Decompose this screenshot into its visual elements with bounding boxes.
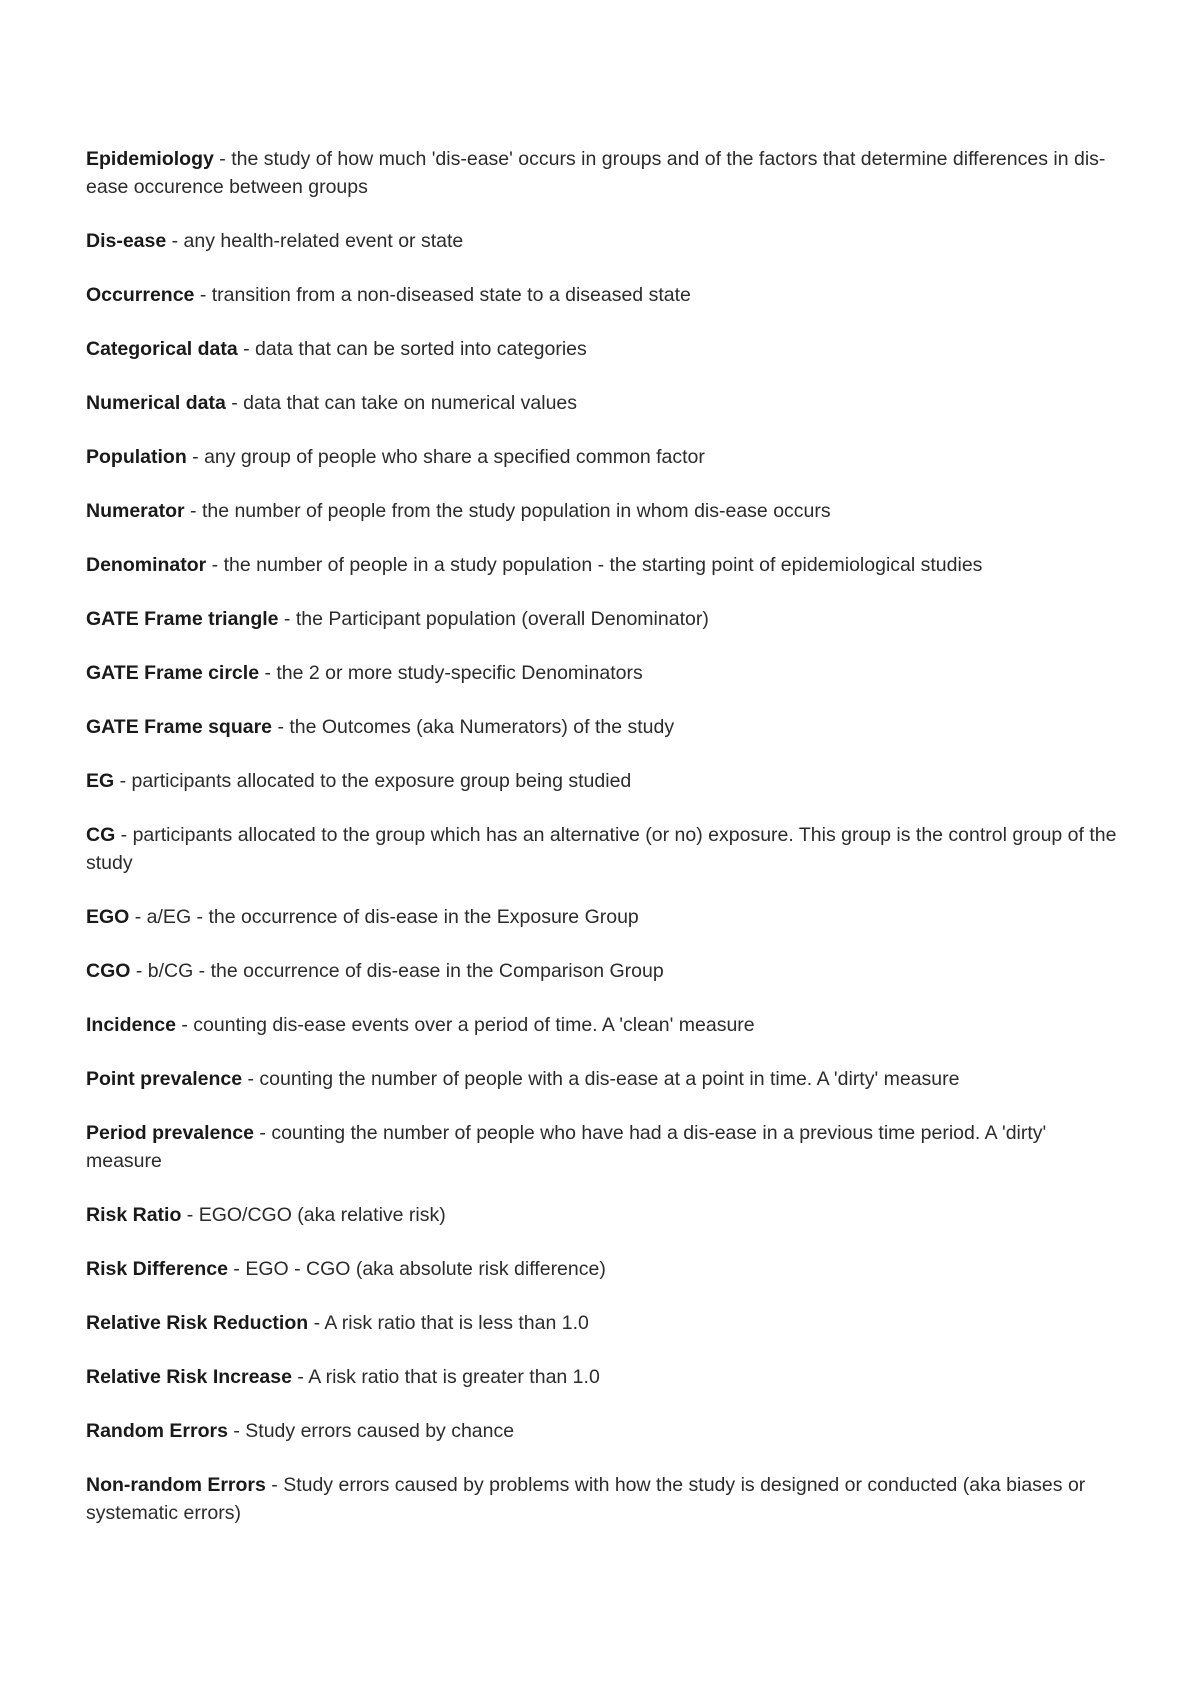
glossary-term: Population: [86, 446, 187, 468]
glossary-definition: - transition from a non-diseased state to a diseased state: [194, 284, 691, 306]
glossary-definition: - counting the number of people who have had a dis-ease in a previous time period. A 'dirty' measure: [86, 1122, 1047, 1172]
glossary-term: Risk Difference: [86, 1258, 228, 1280]
glossary-entry-population: [86, 443, 1120, 471]
glossary-entry-denominator: [86, 551, 1120, 579]
glossary-term: Occurrence: [86, 284, 195, 306]
glossary-entry-random-errors: [86, 1417, 1120, 1445]
glossary-entry-relative-risk-reduction: [86, 1309, 1120, 1337]
glossary-definition: - the Participant population (overall Denominator): [278, 608, 709, 630]
glossary-term: Non-random Errors: [86, 1474, 266, 1496]
glossary-entry-incidence: [86, 1011, 1120, 1039]
glossary-definition: - the number of people in a study population - the starting point of epidemiological studies: [206, 554, 983, 576]
glossary-entry-gate-frame-square: [86, 713, 1120, 741]
glossary-term: GATE Frame circle: [86, 662, 260, 684]
glossary-definition: - a/EG - the occurrence of dis-ease in the Exposure Group: [129, 906, 639, 928]
glossary-entry-gate-frame-triangle: [86, 605, 1120, 633]
glossary-entry-eg: [86, 767, 1120, 795]
glossary-entry-numerator: [86, 497, 1120, 525]
glossary-entry-cg: [86, 821, 1120, 877]
glossary-entry-occurrence: [86, 281, 1120, 309]
glossary-term: Categorical data: [86, 338, 238, 360]
glossary-entry-period-prevalence: [86, 1119, 1120, 1175]
glossary-definition: - the 2 or more study-specific Denominators: [259, 662, 643, 684]
glossary-entry-point-prevalence: [86, 1065, 1120, 1093]
glossary-term: Point prevalence: [86, 1068, 243, 1090]
glossary-definition: - Study errors caused by problems with how the study is designed or conducted (aka biases or systematic errors): [86, 1474, 1086, 1524]
glossary-entry-epidemiology: [86, 145, 1120, 201]
glossary-term: CG: [86, 824, 116, 846]
glossary-definition: - b/CG - the occurrence of dis-ease in the Comparison Group: [130, 960, 664, 982]
glossary-entry-risk-ratio: [86, 1201, 1120, 1229]
glossary-definition: - EGO - CGO (aka absolute risk difference): [227, 1258, 606, 1280]
glossary-definition: - any group of people who share a specified common factor: [186, 446, 705, 468]
glossary-term: Epidemiology: [86, 148, 214, 170]
glossary-term: Dis-ease: [86, 230, 167, 252]
glossary-entry-dis-ease: [86, 227, 1120, 255]
glossary-definition: - the Outcomes (aka Numerators) of the study: [272, 716, 675, 738]
glossary-term: GATE Frame square: [86, 716, 273, 738]
glossary-definition: - EGO/CGO (aka relative risk): [181, 1204, 446, 1226]
glossary-term: GATE Frame triangle: [86, 608, 279, 630]
glossary-term: Numerator: [86, 500, 185, 522]
glossary-entry-gate-frame-circle: [86, 659, 1120, 687]
glossary-definition: - counting dis-ease events over a period of time. A 'clean' measure: [175, 1014, 755, 1036]
glossary-definition: - A risk ratio that is greater than 1.0: [291, 1366, 600, 1388]
glossary-term: Incidence: [86, 1014, 176, 1036]
glossary-definition: - participants allocated to the group which has an alternative (or no) exposure. This group is the control group of the study: [86, 824, 1117, 874]
glossary-term: EG: [86, 770, 115, 792]
glossary-entry-non-random-errors: [86, 1471, 1120, 1527]
glossary-term: Period prevalence: [86, 1122, 254, 1144]
glossary-term: Relative Risk Increase: [86, 1366, 292, 1388]
glossary-term: Numerical data: [86, 392, 226, 414]
glossary-definition: - Study errors caused by chance: [227, 1420, 515, 1442]
glossary-definition: - the study of how much 'dis-ease' occurs in groups and of the factors that determine differences in dis-ease occurence between groups: [86, 148, 1106, 198]
glossary-entry-categorical-data: [86, 335, 1120, 363]
glossary-definition: - A risk ratio that is less than 1.0: [308, 1312, 589, 1334]
glossary-entry-risk-difference: [86, 1255, 1120, 1283]
glossary-entry-ego: [86, 903, 1120, 931]
glossary-term: EGO: [86, 906, 130, 928]
glossary-term: Risk Ratio: [86, 1204, 182, 1226]
glossary-definition: - data that can be sorted into categories: [237, 338, 587, 360]
glossary-term: Random Errors: [86, 1420, 228, 1442]
glossary-term: CGO: [86, 960, 131, 982]
glossary-term: Relative Risk Reduction: [86, 1312, 309, 1334]
glossary-definition: - any health-related event or state: [166, 230, 464, 252]
glossary-definition: - the number of people from the study population in whom dis-ease occurs: [184, 500, 831, 522]
glossary-entry-numerical-data: [86, 389, 1120, 417]
glossary-definition: - counting the number of people with a dis-ease at a point in time. A 'dirty' measure: [242, 1068, 960, 1090]
glossary-definition: - participants allocated to the exposure group being studied: [114, 770, 632, 792]
glossary-entry-cgo: [86, 957, 1120, 985]
glossary-entry-relative-risk-increase: [86, 1363, 1120, 1391]
glossary-term: Denominator: [86, 554, 207, 576]
glossary-definition: - data that can take on numerical values: [225, 392, 578, 414]
